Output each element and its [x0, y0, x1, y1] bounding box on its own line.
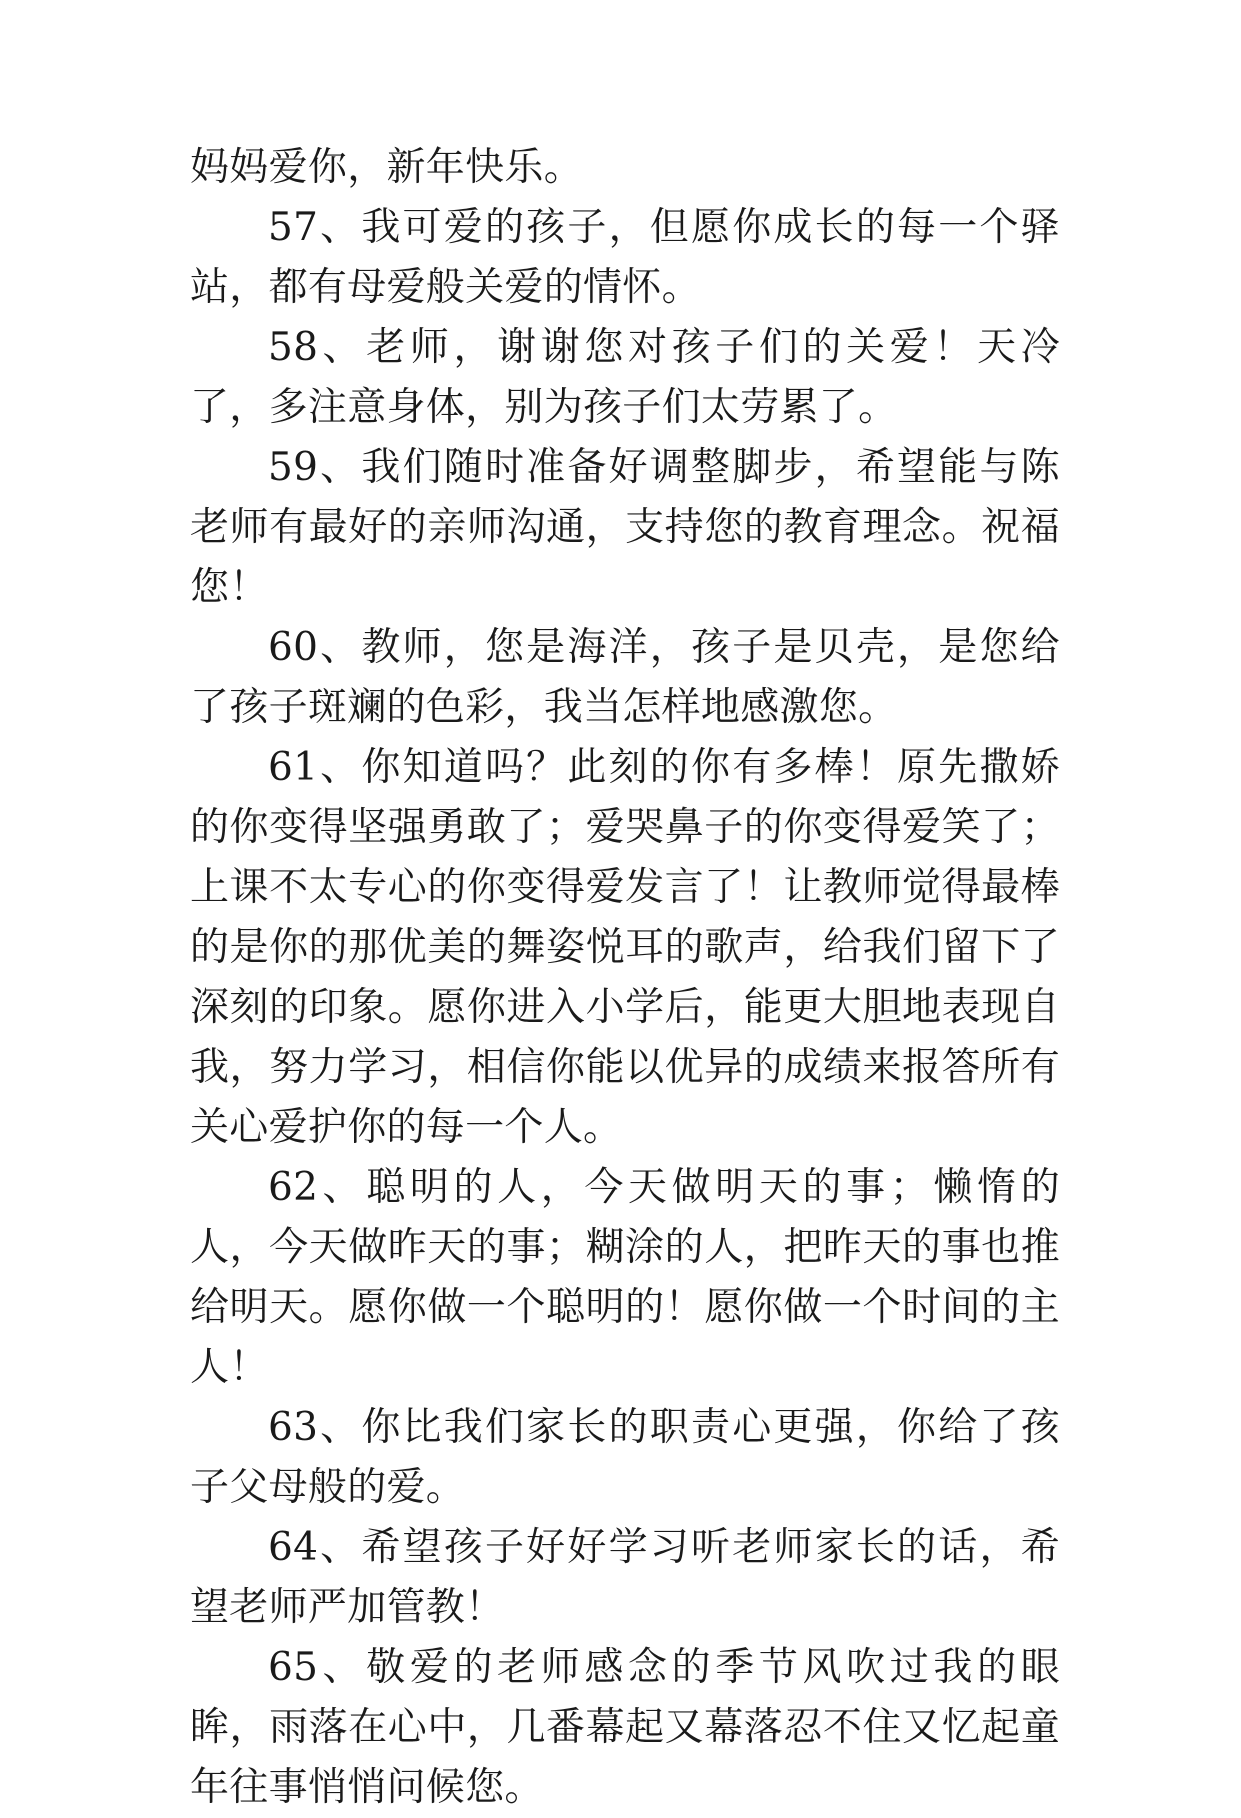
paragraph-62: 62、聪明的人，今天做明天的事；懒惰的人，今天做昨天的事；糊涂的人，把昨天的事也推给明天。愿你做一个聪明的！愿你做一个时间的主人！	[190, 1165, 1060, 1390]
document-page	[190, 138, 1060, 1818]
paragraph-61: 61、你知道吗？此刻的你有多棒！原先撒娇的你变得坚强勇敢了；爱哭鼻子的你变得爱笑了；上课不太专心的你变得爱发言了！让教师觉得最棒的是你的那优美的舞姿悦耳的歌声，给我们留下了深刻的印象。愿你进入小学后，能更大胆地表现自我，努力学习，相信你能以优异的成绩来报答所有关心爱护你的每一个人。	[190, 745, 1060, 1150]
paragraph-57: 57、我可爱的孩子，但愿你成长的每一个驿站，都有母爱般关爱的情怀。	[190, 205, 1060, 310]
paragraph-58: 58、老师，谢谢您对孩子们的关爱！天冷了，多注意身体，别为孩子们太劳累了。	[190, 325, 1060, 430]
paragraph-59: 59、我们随时准备好调整脚步，希望能与陈老师有最好的亲师沟通，支持您的教育理念。祝福您！	[190, 445, 1060, 610]
paragraph-65: 65、敬爱的老师感念的季节风吹过我的眼眸，雨落在心中，几番幕起又幕落忍不住又忆起童年往事悄悄问候您。	[190, 1645, 1060, 1810]
paragraph-63: 63、你比我们家长的职责心更强，你给了孩子父母般的爱。	[190, 1405, 1060, 1510]
paragraph-continuation: 妈妈爱你，新年快乐。	[190, 145, 584, 190]
paragraph-60: 60、教师，您是海洋，孩子是贝壳，是您给了孩子斑斓的色彩，我当怎样地感激您。	[190, 625, 1060, 730]
paragraph-64: 64、希望孩子好好学习听老师家长的话，希望老师严加管教！	[190, 1525, 1060, 1630]
